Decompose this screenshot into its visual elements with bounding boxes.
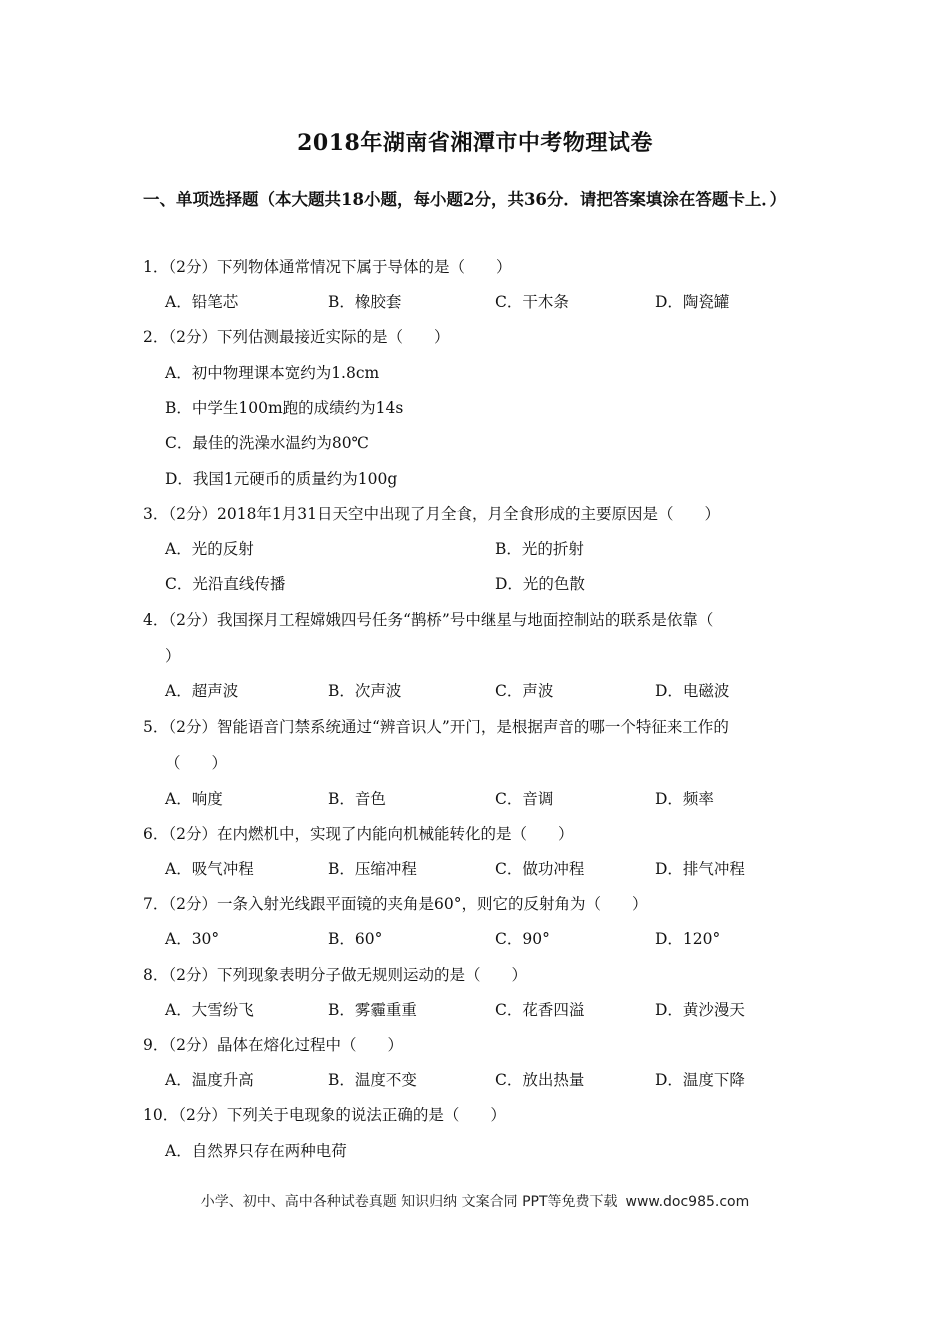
q7-option-c: C．90° (495, 930, 550, 948)
q1-option-c: C．干木条 (495, 293, 569, 311)
q4-option-c: C．声波 (495, 682, 554, 700)
question-9: 9．（2分）晶体在熔化过程中（ ） (143, 1036, 403, 1054)
q5-option-c: C．音调 (495, 790, 554, 808)
exam-title: 2018年湖南省湘潭市中考物理试卷 (297, 130, 653, 156)
question-5-cont: （ ） (165, 754, 228, 772)
question-5: 5．（2分）智能语音门禁系统通过“辨音识人”开门，是根据声音的哪一个特征来工作的 (143, 718, 729, 736)
q2-option-c: C．最佳的洗澡水温约为80℃ (165, 434, 369, 452)
question-10: 10．（2分）下列关于电现象的说法正确的是（ ） (143, 1106, 506, 1124)
q2-option-b: B．中学生100m跑的成绩约为14s (165, 399, 404, 417)
question-4-cont: ） (165, 647, 181, 665)
footer-site-link[interactable]: www.doc985.com (625, 1194, 750, 1210)
q3-option-b: B．光的折射 (495, 540, 584, 558)
q8-option-c: C．花香四溢 (495, 1001, 585, 1019)
q7-option-b: B．60° (328, 930, 383, 948)
q5-option-d: D．频率 (655, 790, 714, 808)
q6-option-a: A．吸气冲程 (165, 860, 254, 878)
question-1: 1．（2分）下列物体通常情况下属于导体的是（ ） (143, 258, 512, 276)
q8-option-b: B．雾霾重重 (328, 1001, 417, 1019)
q6-option-d: D．排气冲程 (655, 860, 745, 878)
q4-option-d: D．电磁波 (655, 682, 730, 700)
question-8: 8．（2分）下列现象表明分子做无规则运动的是（ ） (143, 966, 527, 984)
footer-text: 小学、初中、高中各种试卷真题 知识归纳 文案合同 PPT等免费下载 (200, 1194, 618, 1210)
question-7: 7．（2分）一条入射光线跟平面镜的夹角是60°，则它的反射角为（ ） (143, 895, 648, 913)
q10-option-a: A．自然界只存在两种电荷 (165, 1142, 347, 1160)
q3-option-a: A．光的反射 (165, 540, 254, 558)
q4-option-b: B．次声波 (328, 682, 402, 700)
q3-option-c: C．光沿直线传播 (165, 575, 286, 593)
q2-option-a: A．初中物理课本宽约为1.8cm (165, 364, 380, 382)
q8-option-d: D．黄沙漫天 (655, 1001, 745, 1019)
question-3: 3．（2分）2018年1月31日天空中出现了月全食，月全食形成的主要原因是（ ） (143, 505, 721, 523)
q6-option-c: C．做功冲程 (495, 860, 585, 878)
q9-option-a: A．温度升高 (165, 1071, 254, 1089)
q7-option-d: D．120° (655, 930, 721, 948)
q6-option-b: B．压缩冲程 (328, 860, 417, 878)
q9-option-d: D．温度下降 (655, 1071, 745, 1089)
question-2: 2．（2分）下列估测最接近实际的是（ ） (143, 328, 450, 346)
page-footer (0, 1191, 950, 1211)
q1-option-a: A．铅笔芯 (165, 293, 239, 311)
q4-option-a: A．超声波 (165, 682, 239, 700)
q1-option-b: B．橡胶套 (328, 293, 402, 311)
q9-option-b: B．温度不变 (328, 1071, 417, 1089)
q5-option-b: B．音色 (328, 790, 386, 808)
q2-option-d: D．我国1元硬币的质量约为100g (165, 470, 398, 488)
question-6: 6．（2分）在内燃机中，实现了内能向机械能转化的是（ ） (143, 825, 574, 843)
q3-option-d: D．光的色散 (495, 575, 585, 593)
question-4: 4．（2分）我国探月工程嫦娥四号任务“鹊桥”号中继星与地面控制站的联系是依靠（ (143, 611, 714, 629)
q5-option-a: A．响度 (165, 790, 223, 808)
q1-option-d: D．陶瓷罐 (655, 293, 730, 311)
section-heading: 一、单项选择题（本大题共18小题，每小题2分，共36分．请把答案填涂在答题卡上．） (143, 190, 787, 209)
q8-option-a: A．大雪纷飞 (165, 1001, 254, 1019)
q7-option-a: A．30° (165, 930, 220, 948)
q9-option-c: C．放出热量 (495, 1071, 585, 1089)
